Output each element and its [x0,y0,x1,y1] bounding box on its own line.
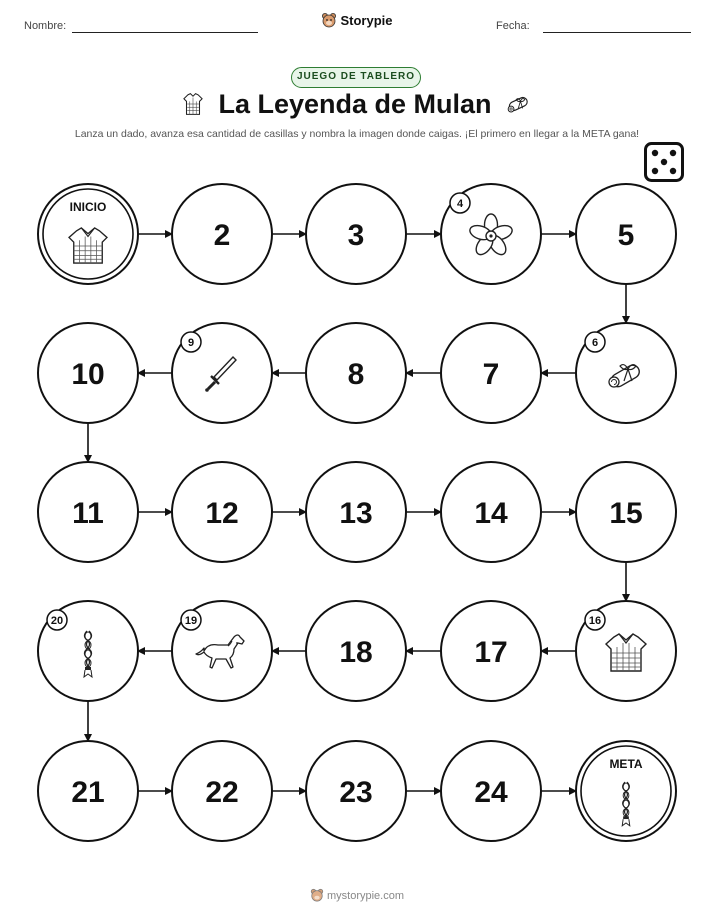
armor-icon [69,228,107,263]
board-square-4[interactable] [441,184,541,284]
square-number: 12 [205,497,239,530]
board-square-22[interactable] [172,741,272,841]
square-number: 3 [347,219,365,252]
board-square-6[interactable] [576,323,676,423]
goal-label: META [609,757,643,771]
square-number: 6 [591,337,599,349]
square-number: 10 [71,358,105,391]
board-square-8[interactable] [306,323,406,423]
square-number: 2 [213,219,231,252]
board-square-2[interactable] [172,184,272,284]
instructions: Lanza un dado, avanza esa cantidad de casillas y nombra la imagen donde caigas. ¡El primero en llegar a la META gana! [74,128,640,140]
bear-icon [310,888,324,902]
square-number: 7 [482,358,500,391]
board-square-25[interactable] [576,741,676,841]
date-label: Fecha: [496,20,530,32]
page-title: La Leyenda de Mulan [218,89,492,119]
board-square-13[interactable] [306,462,406,562]
board-square-3[interactable] [306,184,406,284]
board-square-15[interactable] [576,462,676,562]
square-number: 5 [617,219,635,252]
board-square-1[interactable] [38,184,138,284]
board-square-12[interactable] [172,462,272,562]
board-square-14[interactable] [441,462,541,562]
square-number: 24 [474,776,508,809]
board-square-10[interactable] [38,323,138,423]
board-square-9[interactable] [172,323,272,423]
square-number: 14 [474,497,508,530]
square-number: 18 [339,636,373,669]
board-square-7[interactable] [441,323,541,423]
square-number: 20 [50,615,64,627]
square-number: 15 [609,497,643,530]
square-number: 13 [339,497,373,530]
name-label: Nombre: [24,20,67,32]
square-number: 11 [72,497,104,530]
board-square-19[interactable] [172,601,272,701]
board-square-18[interactable] [306,601,406,701]
board-square-16[interactable] [576,601,676,701]
square-number: 21 [71,776,105,809]
footer [0,888,714,902]
board-square-11[interactable] [38,462,138,562]
game-type-badge: JUEGO DE TABLERO [291,67,421,88]
square-number: 4 [456,198,464,210]
board-square-17[interactable] [441,601,541,701]
footer-url: mystorypie.com [326,890,405,902]
start-label: INICIO [69,200,107,214]
board-square-5[interactable] [576,184,676,284]
board-square-23[interactable] [306,741,406,841]
square-number: 17 [474,636,508,669]
board-square-21[interactable] [38,741,138,841]
brand-name: Storypie [340,13,393,28]
board-square-24[interactable] [441,741,541,841]
square-number: 8 [347,358,365,391]
square-number: 9 [187,337,195,349]
board-square-20[interactable] [38,601,138,701]
square-number: 19 [184,615,198,627]
square-number: 22 [205,776,239,809]
square-number: 16 [588,615,602,627]
square-number: 23 [339,776,373,809]
armor-icon [606,634,646,671]
